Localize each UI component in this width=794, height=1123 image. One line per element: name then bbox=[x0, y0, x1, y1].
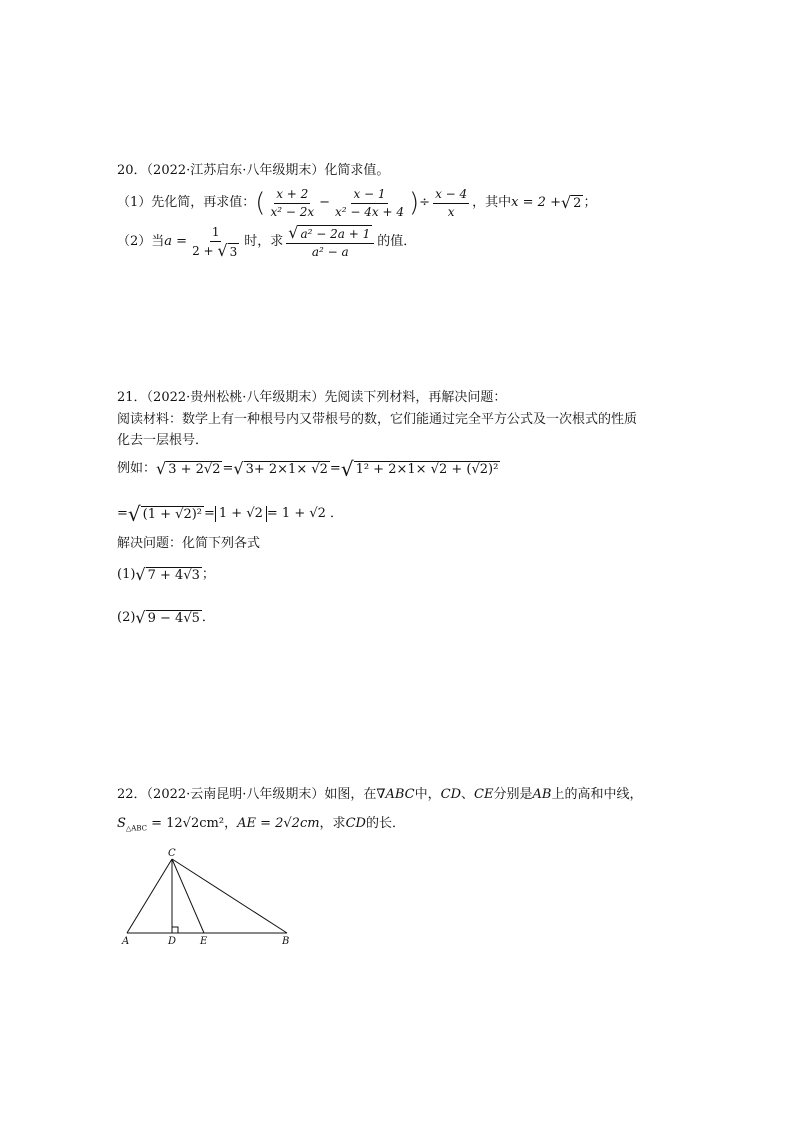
area-subscript: △ABC bbox=[125, 824, 147, 833]
equals-sign: = bbox=[222, 461, 234, 476]
label-b: B bbox=[282, 936, 290, 947]
q21-material-line-1: 阅读材料：数学上有一种根号内又带根号的数，它们能通过完全平方公式及一次根式的性质 bbox=[117, 412, 638, 427]
q20-p1-where: ，其中 bbox=[472, 195, 512, 210]
divide-sign: ÷ bbox=[419, 195, 431, 210]
fraction-denominator: x bbox=[447, 204, 455, 219]
sqrt-expression bbox=[156, 458, 222, 478]
sqrt-3 bbox=[217, 240, 239, 260]
separator: ， bbox=[224, 816, 238, 831]
q20-part1 bbox=[117, 186, 596, 220]
q22-header bbox=[117, 786, 642, 804]
fraction-numerator bbox=[286, 222, 374, 244]
q21-example-result: = 1 + √2 ． bbox=[266, 506, 344, 521]
q22-segment-cd: CD bbox=[440, 787, 462, 802]
q20-p2-label: （2）当 bbox=[117, 234, 165, 249]
q20-p1-label: （1）先化简，再求值： bbox=[117, 195, 256, 210]
label-a: A bbox=[122, 936, 130, 947]
q22-segment-ab: AB bbox=[532, 787, 552, 802]
q20-p2-a: a = bbox=[164, 234, 188, 249]
fraction-numerator: x − 4 bbox=[433, 187, 469, 204]
radical-icon: √ bbox=[217, 240, 228, 260]
item-end: ； bbox=[201, 567, 215, 582]
q20-header: 20．（2022·江苏启东·八年级期末）化简求值。 bbox=[117, 163, 390, 178]
sqrt-expression bbox=[288, 222, 372, 242]
label-c: C bbox=[168, 848, 176, 859]
q20-p1-fraction-2 bbox=[333, 187, 406, 220]
q21-example-line-2 bbox=[117, 501, 343, 527]
q22-header-text: 22．（2022·云南昆明·八年级期末）如图，在 bbox=[117, 787, 377, 802]
q22-ask-cd: CD bbox=[345, 816, 366, 831]
sqrt-expression bbox=[135, 564, 201, 584]
radical-icon: √ bbox=[340, 456, 354, 481]
sqrt-expression bbox=[340, 456, 500, 481]
q20-p1-x-value: x = 2 + bbox=[511, 195, 561, 210]
minus-sign: − bbox=[319, 195, 331, 210]
q20-p2-fraction-2 bbox=[286, 222, 374, 260]
triangle-figure bbox=[110, 844, 310, 950]
radical-icon: √ bbox=[560, 192, 572, 212]
equals-sign: = bbox=[204, 506, 215, 521]
denominator-term: 2 + bbox=[192, 243, 218, 258]
q20-p2-when: 时，求 bbox=[244, 234, 284, 249]
radicand: 9 − 4√5 bbox=[147, 610, 200, 626]
fraction-denominator: a² − a bbox=[311, 244, 349, 259]
left-paren: ( bbox=[255, 188, 266, 218]
radicand: 3 + 2√2 bbox=[168, 461, 221, 477]
q21-example-label: 例如： bbox=[117, 461, 157, 476]
sqrt-expression bbox=[127, 501, 204, 526]
sqrt-2 bbox=[560, 192, 583, 212]
q20-part2 bbox=[117, 224, 416, 260]
radical-icon: √ bbox=[156, 458, 167, 478]
q21-header: 21．（2022·贵州松桃·八年级期末）先阅读下列材料，再解决问题： bbox=[117, 390, 507, 405]
right-paren: ) bbox=[409, 188, 420, 218]
radicand: 2 bbox=[573, 195, 582, 211]
area-value: = 12√2cm² bbox=[146, 816, 225, 831]
radical-icon: √ bbox=[288, 222, 299, 242]
q22-triangle: ∇ABC bbox=[376, 787, 415, 802]
item-label: (1) bbox=[117, 567, 136, 582]
equals-sign: = bbox=[329, 461, 341, 476]
q20-p2-fraction-1 bbox=[190, 225, 241, 260]
q22-header-text: 、 bbox=[461, 787, 475, 802]
label-d: D bbox=[168, 936, 177, 947]
q21-solve-label: 解决问题：化简下列各式 bbox=[117, 536, 261, 551]
radicand: 3 bbox=[229, 244, 238, 259]
fraction-numerator: 1 bbox=[210, 225, 222, 242]
q22-header-text: 分别是 bbox=[493, 787, 533, 802]
segment-ac bbox=[127, 859, 172, 933]
area-symbol: S bbox=[117, 816, 126, 831]
q21-material-line-2: 化去一层根号． bbox=[117, 433, 209, 448]
q22-header-text: 上的高和中线， bbox=[551, 787, 643, 802]
radicand: a² − 2a + 1 bbox=[300, 226, 371, 241]
fraction-denominator bbox=[190, 242, 241, 260]
median-ce bbox=[172, 859, 204, 933]
label-e: E bbox=[200, 936, 208, 947]
radical-icon: √ bbox=[127, 501, 141, 526]
semicolon: ； bbox=[583, 195, 597, 210]
right-angle-mark bbox=[172, 927, 178, 933]
q21-example-line-1 bbox=[117, 456, 500, 482]
q21-item-2 bbox=[117, 606, 215, 630]
q22-ask-text: 的长． bbox=[365, 816, 405, 831]
radicand: 1² + 2×1× √2 + (√2)² bbox=[355, 461, 499, 477]
segment-bc bbox=[172, 859, 287, 933]
q22-segment-ce: CE bbox=[474, 787, 494, 802]
q21-item-1 bbox=[117, 563, 215, 587]
fraction-numerator: x − 1 bbox=[351, 187, 387, 204]
radical-icon: √ bbox=[135, 564, 146, 584]
q20-p2-end: 的值． bbox=[377, 234, 417, 249]
q22-ask-text: ，求 bbox=[319, 816, 346, 831]
q20-p1-fraction-3 bbox=[433, 187, 469, 220]
q22-header-text: 中， bbox=[414, 787, 441, 802]
fraction-numerator: x + 2 bbox=[274, 187, 310, 204]
radical-icon: √ bbox=[233, 458, 244, 478]
fraction-denominator: x² − 4x + 4 bbox=[335, 204, 404, 219]
sqrt-expression bbox=[233, 458, 330, 478]
equals-sign: = bbox=[117, 506, 128, 521]
ae-length: AE = 2√2cm bbox=[237, 816, 320, 831]
radicand: (1 + √2)² bbox=[142, 506, 202, 522]
radical-icon: √ bbox=[135, 607, 146, 627]
fraction-denominator: x² − 2x bbox=[270, 204, 315, 219]
absolute-value: 1 + √2 bbox=[215, 506, 267, 522]
radicand: 7 + 4√3 bbox=[147, 567, 200, 583]
item-end: ． bbox=[201, 610, 215, 625]
sqrt-expression bbox=[135, 607, 201, 627]
q20-p1-fraction-1 bbox=[268, 187, 316, 220]
q22-conditions bbox=[117, 815, 405, 838]
radicand: 3+ 2×1× √2 bbox=[245, 461, 328, 477]
item-label: (2) bbox=[117, 610, 136, 625]
